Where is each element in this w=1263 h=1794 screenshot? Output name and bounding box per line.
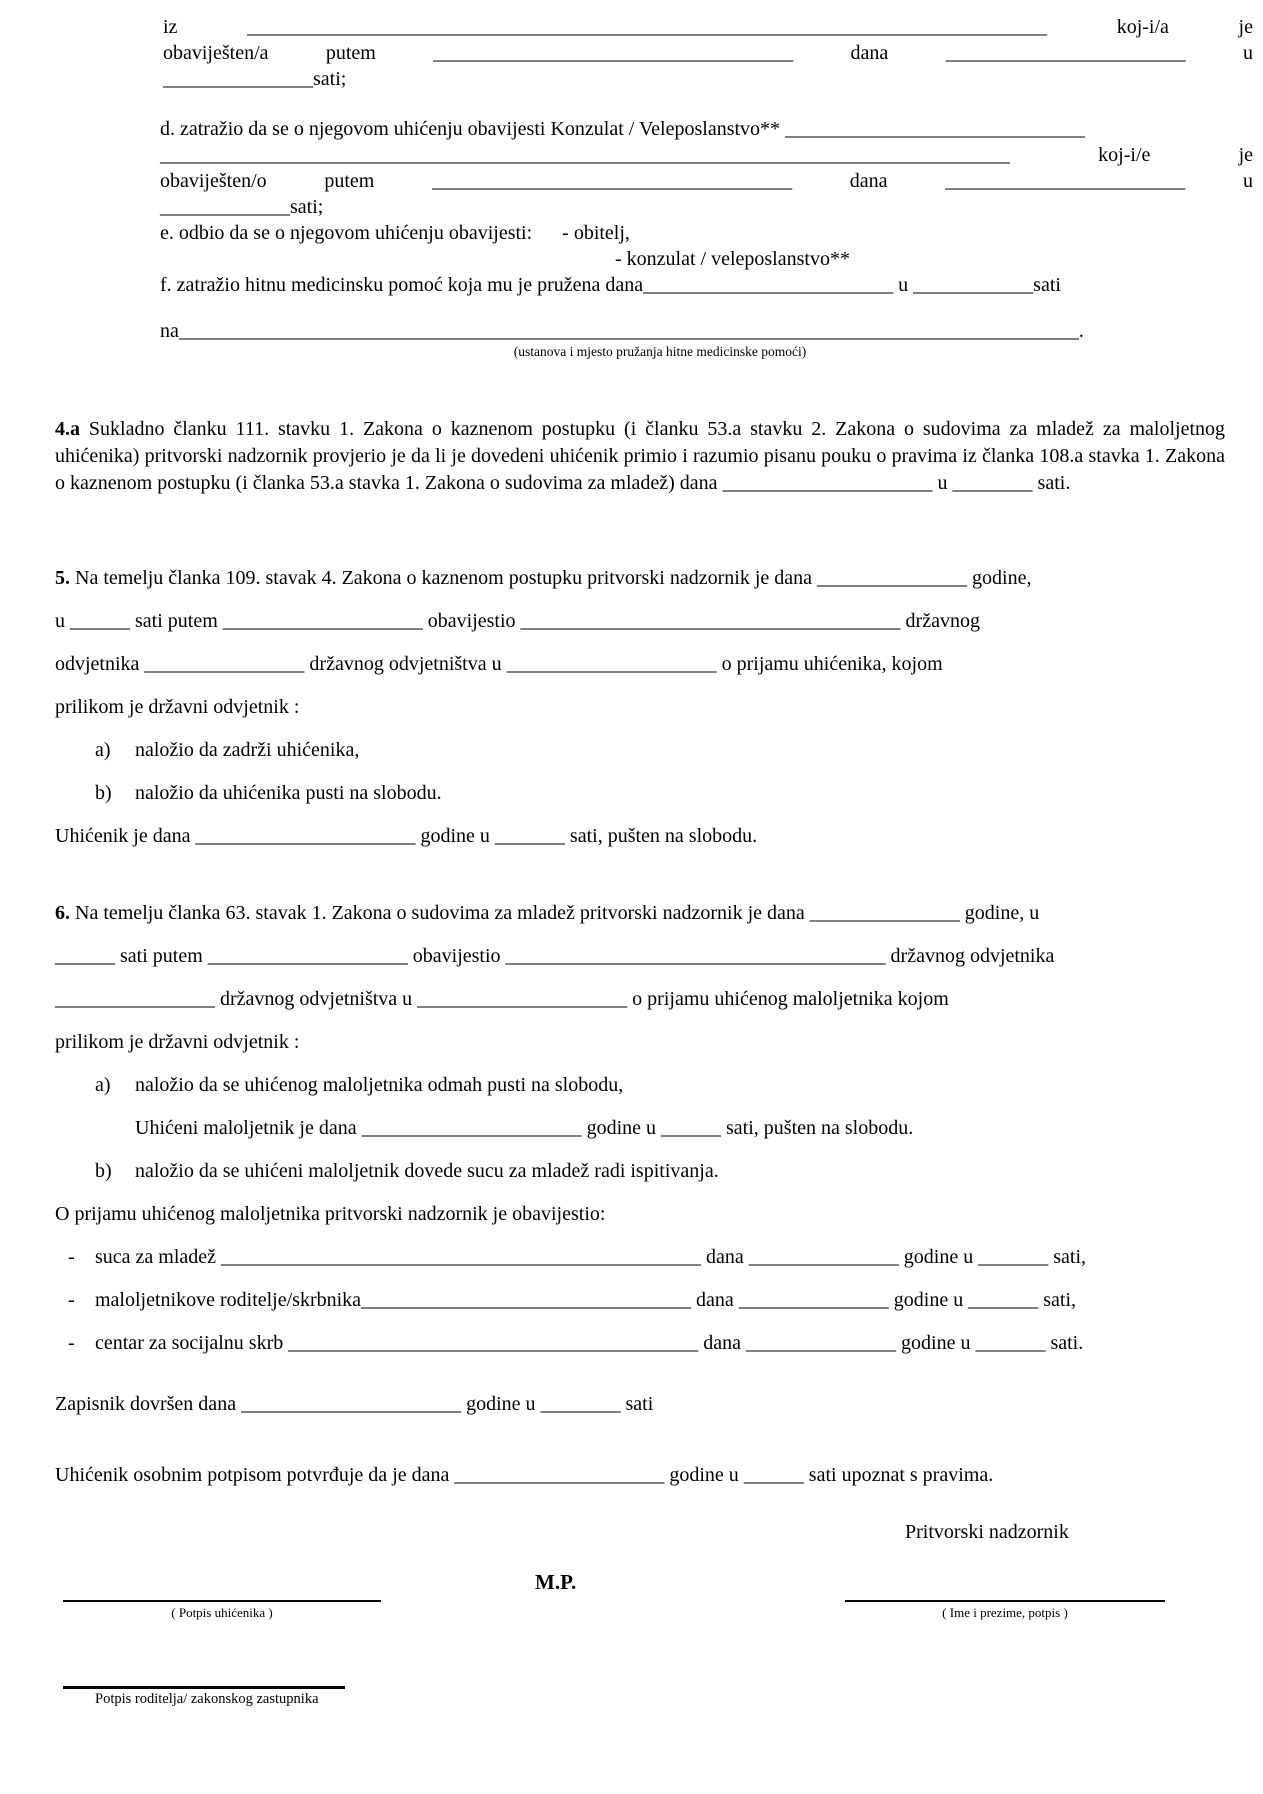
line-6-4: prilikom je državni odvjetnik : [55, 1031, 300, 1053]
stamp-placeholder: M.P. [535, 1570, 577, 1594]
section-c-tail [163, 14, 1253, 92]
signature-row [55, 1570, 1253, 1640]
line-5-5: Uhićenik je dana ______________________ godine u _______ sati, pušten na slobodu. [55, 825, 758, 847]
line-d-1: d. zatražio da se o njegovom uhićenju obavijesti Konzulat / Veleposlanstvo** ______________________________ [160, 118, 1086, 140]
d-word-dana: dana [849, 170, 888, 192]
dash-bullet: - [68, 1332, 75, 1354]
line-6-5: O prijamu uhićenog maloljetnika pritvorski nadzornik je obavijestio: [55, 1203, 606, 1225]
notify-social-text: centar za socijalnu skrb _________________________________________ dana _______________ godine u _______ sati. [95, 1332, 1084, 1354]
item-6a-label: a) [95, 1074, 111, 1096]
e-item-consulate: - konzulat / veleposlanstvo** [615, 248, 850, 270]
d-word-putem: putem [324, 170, 375, 192]
line-5-4: prilikom je državni odvjetnik : [55, 696, 300, 718]
line-5-1 [55, 557, 1225, 600]
line-c-2 [163, 40, 1253, 66]
supervisor-title: Pritvorski nadzornik [905, 1521, 1069, 1543]
notify-social-row [55, 1322, 1225, 1365]
c-word-iz: iz [163, 16, 178, 38]
section-5-label: 5. [55, 567, 70, 589]
line-c-1 [163, 14, 1253, 40]
c-blank-institution: ________________________________________________________________________________ [247, 16, 1048, 38]
c-word-dana: dana [850, 42, 889, 64]
section-6-label: 6. [55, 902, 70, 924]
section-4a [55, 416, 1225, 497]
line-d-3 [160, 168, 1253, 194]
notify-parents-text: maloljetnikove roditelje/skrbnika_________________________________ dana _______________ godine u _______ sati, [95, 1289, 1077, 1311]
dash-bullet: - [68, 1289, 75, 1311]
c-word-putem: putem [325, 42, 376, 64]
section-4a-text: Sukladno članku 111. stavku 1. Zakona o kaznenom postupku (i članku 53.a stavku 2. Zakona o sudovima za mladež za maloljetnog uhićenika) pritvorski nadzornik provjerio je da li je dovedeni uhićenik primio i razumio pisanu pouku o pravima iz članka 108.a stavka 1. Zakona o kaznenom postupku (i članka 53.a stavka 1. Zakona o sudovima za mladež) dana _____________________ u ________ sati. [55, 418, 1226, 494]
parent-signature-block [55, 1686, 1253, 1709]
line-5-3: odvjetnika ________________ državnog odvjetništva u _____________________ o prijamu uhićenika, kojom [55, 653, 943, 675]
section-e [160, 220, 1253, 272]
line-5-2: u ______ sati putem ____________________ obavijestio ______________________________________ državnog [55, 610, 980, 632]
c-blank-putem: ____________________________________ [433, 42, 794, 64]
f-footnote: (ustanova i mjesto pružanja hitne medicinske pomoći) [513, 344, 807, 359]
supervisor-signature-line [845, 1600, 1165, 1602]
f-blank-institution: __________________________________________________________________________________________ [178, 320, 1079, 342]
c-word-je: je [1238, 16, 1253, 38]
item-5b-text: naložio da uhićenika pusti na slobodu. [135, 782, 442, 804]
d-word-u: u [1243, 170, 1253, 192]
section-5 [55, 557, 1225, 858]
item-5a-label: a) [95, 739, 111, 761]
d-word-obavijesten: obaviješten/o [160, 170, 267, 192]
d-blank-consulate: _____________________________________________________________________________________ [160, 144, 1010, 166]
detainee-signature-line [63, 1600, 381, 1602]
section-4a-label: 4.a [55, 418, 80, 440]
parent-signature-caption: Potpis roditelja/ zakonskog zastupnika [95, 1691, 319, 1707]
c-word-u: u [1242, 42, 1253, 64]
section-d [160, 116, 1253, 220]
notify-parents-row [55, 1279, 1225, 1322]
detainee-signature-caption: ( Potpis uhićenika ) [171, 1605, 273, 1620]
section-5-l1: Na temelju članka 109. stavak 4. Zakona o kaznenom postupku pritvorski nadzornik je dana _______________ godine, [75, 567, 1032, 589]
line-d-2 [160, 142, 1253, 168]
section-6-l1: Na temelju članka 63. stavak 1. Zakona o sudovima za mladež pritvorski nadzornik je dana _______________ godine, u [75, 902, 1040, 924]
item-6a [95, 1064, 1225, 1107]
confirmation-line: Uhićenik osobnim potpisom potvrđuje da je dana _____________________ godine u ______ sati upoznat s pravima. [55, 1464, 994, 1486]
line-6-2: ______ sati putem ____________________ obavijestio ______________________________________ državnog odvjetnika [55, 945, 1055, 967]
item-6b-label: b) [95, 1160, 112, 1182]
c-word-obavijesten: obaviješten/a [163, 42, 269, 64]
dash-bullet: - [68, 1246, 75, 1268]
d-word-je: je [1238, 144, 1253, 166]
line-f-1: f. zatražio hitnu medicinsku pomoć koja mu je pružena dana_________________________ u ____________sati [160, 274, 1061, 296]
notify-judge-row [55, 1236, 1225, 1279]
line-c-3: _______________sati; [163, 68, 347, 90]
item-6a-sub: Uhićeni maloljetnik je dana ______________________ godine u ______ sati, pušten na slobodu. [135, 1117, 914, 1139]
f-word-na: na [160, 320, 179, 342]
c-blank-dana: ________________________ [945, 42, 1186, 64]
d-word-koj: koj-i/e [1098, 144, 1151, 166]
supervisor-signature-caption: ( Ime i prezime, potpis ) [942, 1605, 1068, 1620]
section-f [160, 272, 1253, 298]
line-6-3: ________________ državnog odvjetništva u _____________________ o prijamu uhićenog maloljetnika kojom [55, 988, 949, 1010]
e-item-family: - obitelj, [562, 222, 630, 244]
d-blank-putem: ____________________________________ [432, 170, 793, 192]
item-6a-text: naložio da se uhićenog maloljetnika odmah pusti na slobodu, [135, 1074, 624, 1096]
record-finished-line: Zapisnik dovršen dana ______________________ godine u ________ sati [55, 1393, 654, 1415]
f-dot: . [1078, 320, 1084, 342]
d-blank-dana: ________________________ [945, 170, 1186, 192]
notify-judge-text: suca za mladež ________________________________________________ dana _______________ godine u _______ sati, [95, 1246, 1086, 1268]
item-5b [95, 772, 1225, 815]
item-6b [95, 1150, 1225, 1193]
line-e-1 [160, 220, 1253, 246]
line-d-4: _____________sati; [160, 196, 324, 218]
e-text: e. odbio da se o njegovom uhićenju obavijesti: [160, 222, 533, 244]
item-5a-text: naložio da zadrži uhićenika, [135, 739, 360, 761]
item-5a [95, 729, 1225, 772]
item-6b-text: naložio da se uhićeni maloljetnik dovede sucu za mladež radi ispitivanja. [135, 1160, 719, 1182]
f-institution-line [160, 318, 1253, 344]
line-6-1 [55, 892, 1225, 935]
section-6 [55, 892, 1225, 1365]
item-5b-label: b) [95, 782, 112, 804]
c-word-koj: koj-i/a [1116, 16, 1169, 38]
